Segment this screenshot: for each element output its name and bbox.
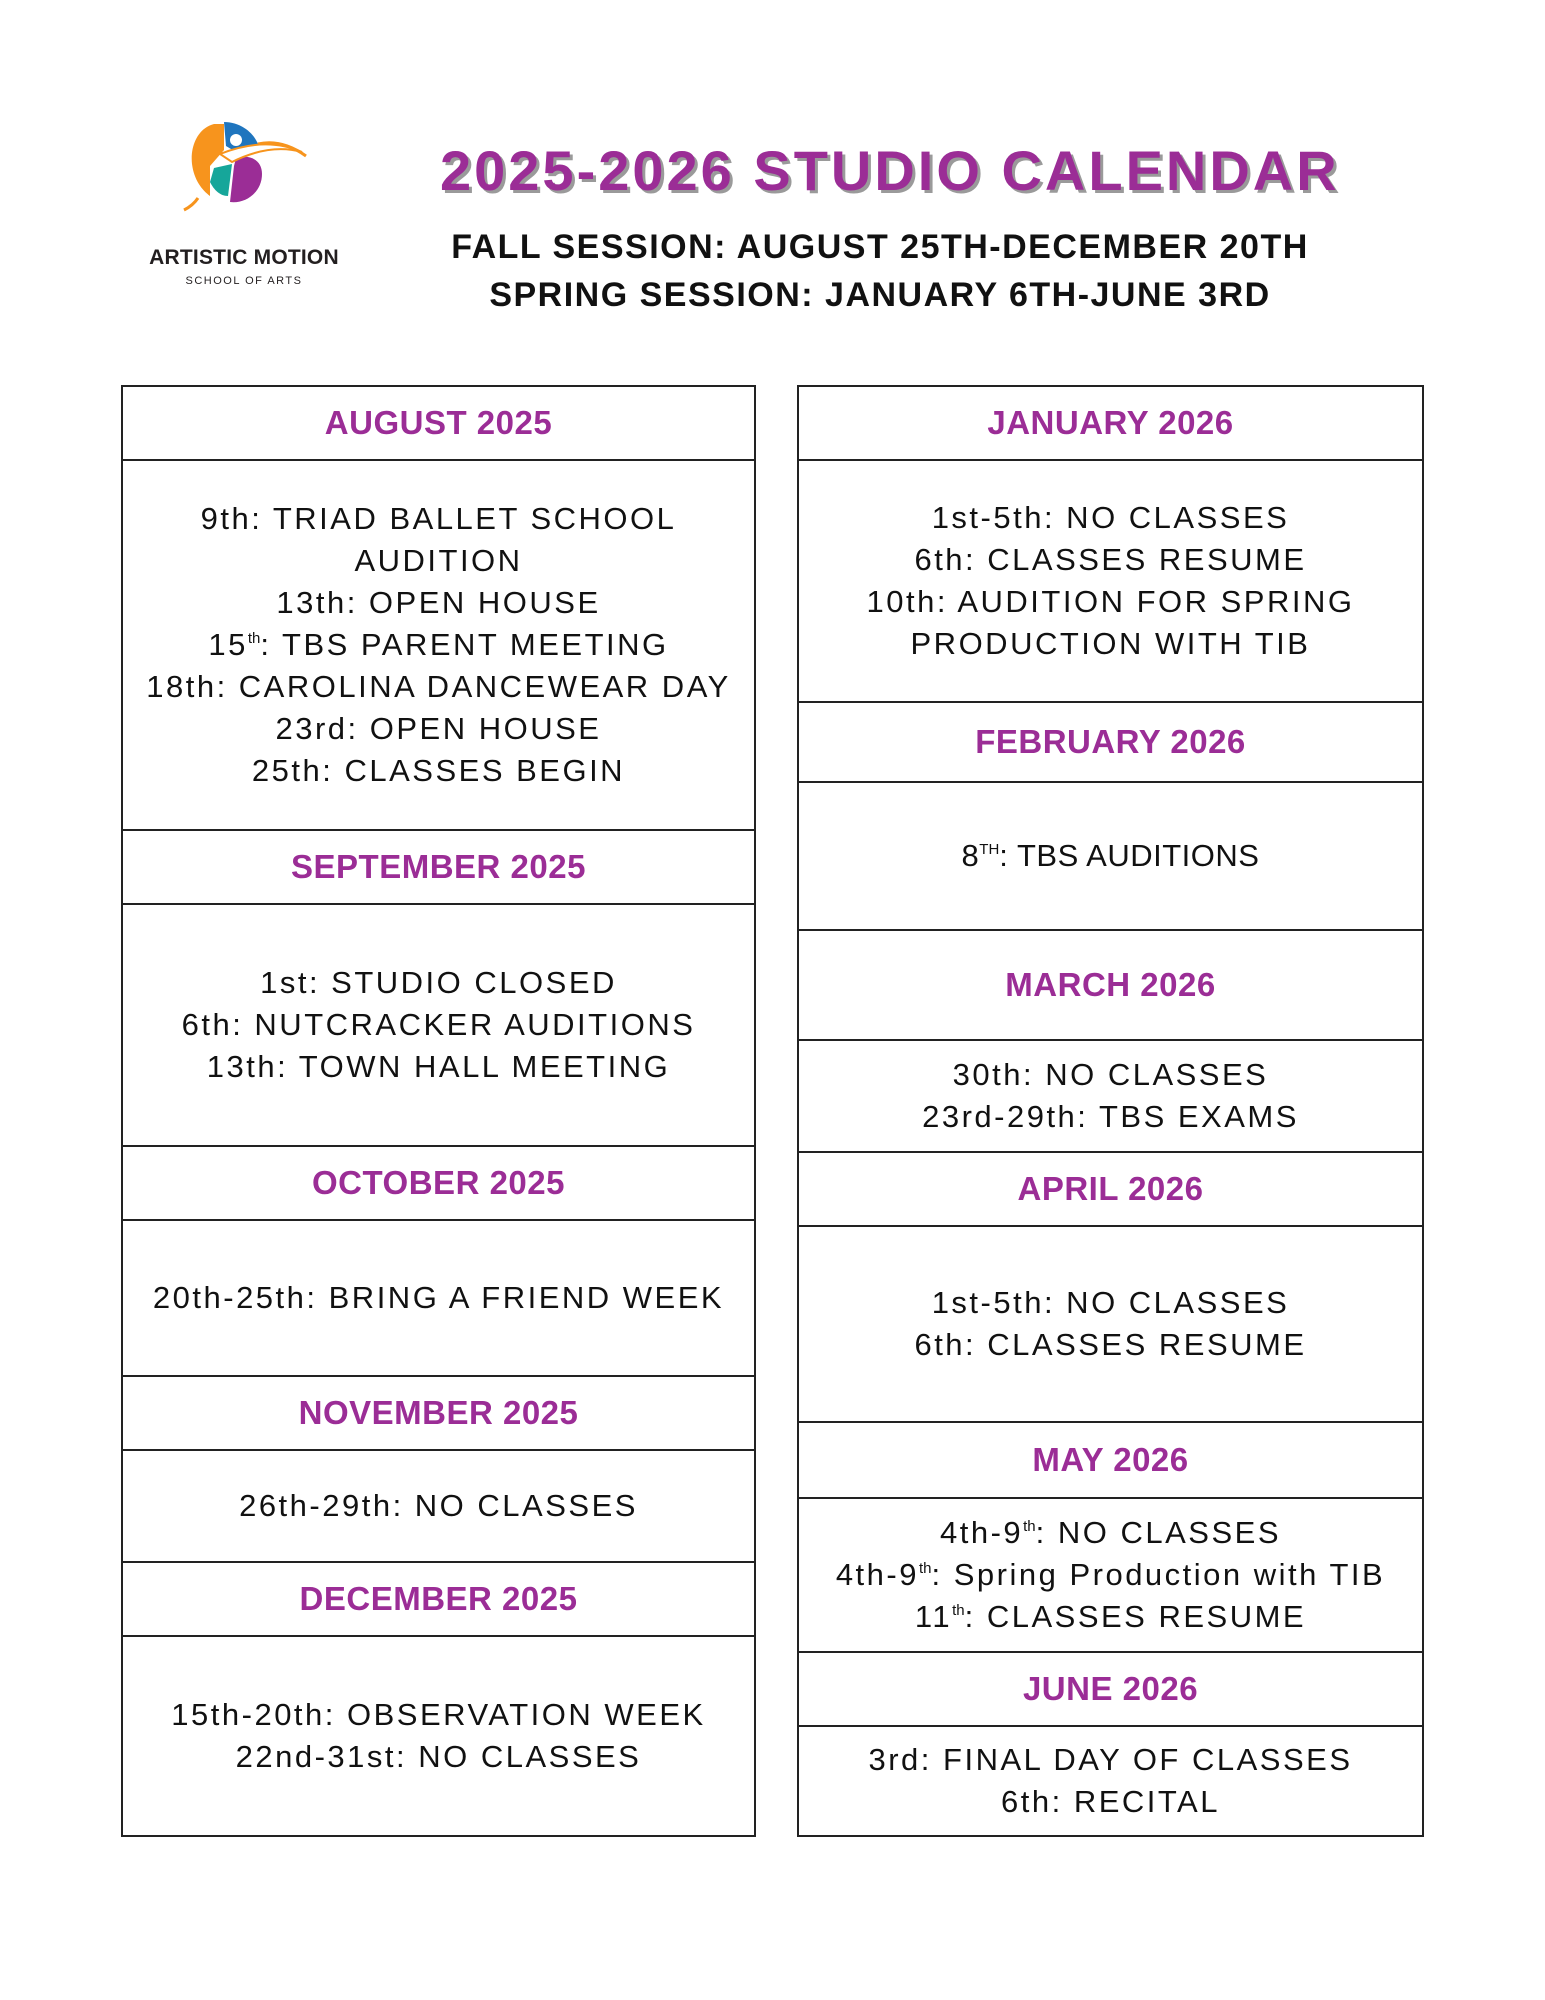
month-events-november bbox=[123, 1451, 754, 1563]
event-line: 30th: NO CLASSES bbox=[952, 1057, 1269, 1092]
event-line: 1st: STUDIO CLOSED bbox=[260, 965, 617, 1000]
logo-name: ARTISTIC MOTION bbox=[149, 246, 339, 269]
month-events-april bbox=[799, 1227, 1422, 1423]
month-title: FEBRUARY 2026 bbox=[975, 723, 1246, 760]
month-header-february bbox=[799, 703, 1422, 783]
event-line: 1st-5th: NO CLASSES bbox=[931, 500, 1290, 535]
event-line: 10th: AUDITION FOR SPRING bbox=[866, 584, 1355, 619]
month-title: MAY 2026 bbox=[1032, 1441, 1189, 1478]
month-header-april bbox=[799, 1153, 1422, 1227]
event-line: 13th: OPEN HOUSE bbox=[276, 585, 601, 620]
month-title: SEPTEMBER 2025 bbox=[291, 848, 586, 885]
event-line: 4th-9th: Spring Production with TIB bbox=[835, 1557, 1386, 1592]
month-header-january bbox=[799, 387, 1422, 461]
month-header-june bbox=[799, 1653, 1422, 1727]
event-line: 22nd-31st: NO CLASSES bbox=[235, 1739, 642, 1774]
month-title: DECEMBER 2025 bbox=[299, 1580, 578, 1617]
month-events-february bbox=[799, 783, 1422, 931]
event-line: 3rd: FINAL DAY OF CLASSES bbox=[868, 1742, 1353, 1777]
month-header-december bbox=[123, 1563, 754, 1637]
month-events-october bbox=[123, 1221, 754, 1377]
month-events-june bbox=[799, 1727, 1422, 1835]
event-line: 1st-5th: NO CLASSES bbox=[931, 1285, 1290, 1320]
event-line: 11th: CLASSES RESUME bbox=[914, 1599, 1307, 1634]
month-header-october bbox=[123, 1147, 754, 1221]
month-events-march bbox=[799, 1041, 1422, 1153]
event-line: 23rd-29th: TBS EXAMS bbox=[922, 1099, 1299, 1134]
month-title: APRIL 2026 bbox=[1017, 1170, 1204, 1207]
event-line: 20th-25th: BRING A FRIEND WEEK bbox=[152, 1280, 725, 1315]
dancer-logo-icon bbox=[180, 118, 310, 213]
month-header-september bbox=[123, 831, 754, 905]
event-line: PRODUCTION WITH TIB bbox=[910, 626, 1311, 661]
event-line: 15th-20th: OBSERVATION WEEK bbox=[171, 1697, 706, 1732]
month-title: MARCH 2026 bbox=[1005, 966, 1216, 1003]
month-title: NOVEMBER 2025 bbox=[298, 1394, 579, 1431]
month-header-november bbox=[123, 1377, 754, 1451]
month-header-may bbox=[799, 1423, 1422, 1499]
event-line: 6th: RECITAL bbox=[1001, 1784, 1220, 1819]
event-line: 15th: TBS PARENT MEETING bbox=[208, 627, 669, 662]
month-events-september bbox=[123, 905, 754, 1147]
month-title: JANUARY 2026 bbox=[987, 404, 1234, 441]
month-header-august bbox=[123, 387, 754, 461]
event-line: 23rd: OPEN HOUSE bbox=[275, 711, 602, 746]
month-events-august bbox=[123, 461, 754, 831]
school-logo bbox=[138, 118, 350, 298]
event-line: 13th: TOWN HALL MEETING bbox=[206, 1049, 671, 1084]
fall-session: FALL SESSION: AUGUST 25TH-DECEMBER 20TH bbox=[451, 228, 1309, 266]
month-title: JUNE 2026 bbox=[1022, 1670, 1199, 1707]
month-title: OCTOBER 2025 bbox=[312, 1164, 565, 1201]
event-line: 18th: CAROLINA DANCEWEAR DAY bbox=[146, 669, 731, 704]
month-header-march bbox=[799, 931, 1422, 1041]
event-line: 26th-29th: NO CLASSES bbox=[239, 1488, 638, 1523]
page-title: 2025-2026 STUDIO CALENDAR bbox=[440, 139, 1340, 202]
month-events-january bbox=[799, 461, 1422, 703]
event-line: 9th: TRIAD BALLET SCHOOL AUDITION bbox=[200, 501, 677, 578]
event-line: 25th: CLASSES BEGIN bbox=[251, 753, 626, 788]
logo-subtitle: SCHOOL OF ARTS bbox=[185, 275, 303, 287]
month-events-may bbox=[799, 1499, 1422, 1653]
month-title: AUGUST 2025 bbox=[324, 404, 553, 441]
spring-session: SPRING SESSION: JANUARY 6TH-JUNE 3RD bbox=[489, 276, 1271, 314]
event-line: 6th: CLASSES RESUME bbox=[914, 542, 1307, 577]
event-line: 4th-9th: NO CLASSES bbox=[939, 1515, 1282, 1550]
event-line: 6th: NUTCRACKER AUDITIONS bbox=[181, 1007, 696, 1042]
event-line: 6th: CLASSES RESUME bbox=[914, 1327, 1307, 1362]
spring-calendar-column bbox=[797, 385, 1424, 1837]
month-events-december bbox=[123, 1637, 754, 1835]
event-line: 8TH: TBS AUDITIONS bbox=[961, 838, 1260, 873]
fall-calendar-column bbox=[121, 385, 756, 1837]
